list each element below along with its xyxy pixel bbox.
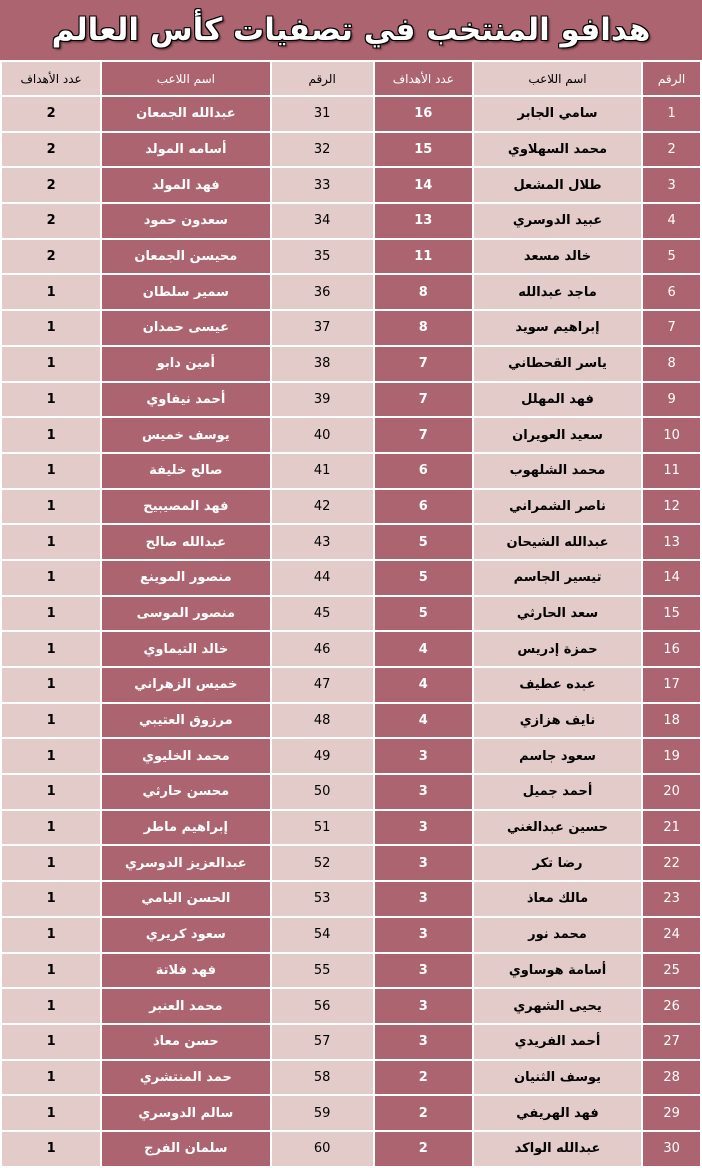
- table-row: [2, 275, 700, 309]
- player-goals: 1: [2, 846, 100, 880]
- player-number: 20: [643, 775, 700, 809]
- scorers-table: [0, 60, 702, 1168]
- player-name: محسن حارثي: [102, 775, 269, 809]
- player-goals: 1: [2, 561, 100, 595]
- player-number: 10: [643, 418, 700, 452]
- player-name: أحمد نيفاوي: [102, 383, 269, 417]
- player-goals: 3: [375, 989, 472, 1023]
- table-row: [2, 632, 700, 666]
- player-name: الحسن اليامي: [102, 882, 269, 916]
- player-number: 8: [643, 347, 700, 381]
- player-number: 36: [272, 275, 373, 309]
- player-name: سلمان الفرج: [102, 1132, 269, 1166]
- player-number: 39: [272, 383, 373, 417]
- player-number: 37: [272, 311, 373, 345]
- player-goals: 11: [375, 240, 472, 274]
- table-row: [2, 240, 700, 274]
- player-number: 44: [272, 561, 373, 595]
- player-name: محمد نور: [474, 918, 641, 952]
- player-goals: 15: [375, 133, 472, 167]
- player-goals: 14: [375, 168, 472, 202]
- table-row: [2, 1025, 700, 1059]
- player-number: 54: [272, 918, 373, 952]
- player-number: 55: [272, 954, 373, 988]
- player-name: محمد الشلهوب: [474, 454, 641, 488]
- player-goals: 1: [2, 597, 100, 631]
- player-number: 50: [272, 775, 373, 809]
- table-row: [2, 668, 700, 702]
- player-number: 33: [272, 168, 373, 202]
- player-goals: 2: [2, 168, 100, 202]
- player-name: يوسف الثنيان: [474, 1061, 641, 1095]
- player-goals: 3: [375, 954, 472, 988]
- player-name: سامي الجابر: [474, 97, 641, 131]
- player-number: 52: [272, 846, 373, 880]
- player-name: سالم الدوسري: [102, 1096, 269, 1130]
- player-name: يحيى الشهري: [474, 989, 641, 1023]
- table-row: [2, 133, 700, 167]
- player-goals: 1: [2, 311, 100, 345]
- player-number: 59: [272, 1096, 373, 1130]
- player-name: أسامة هوساوي: [474, 954, 641, 988]
- player-number: 29: [643, 1096, 700, 1130]
- player-goals: 1: [2, 775, 100, 809]
- player-name: منصور الموينع: [102, 561, 269, 595]
- player-name: سعود كريري: [102, 918, 269, 952]
- player-number: 27: [643, 1025, 700, 1059]
- player-number: 35: [272, 240, 373, 274]
- player-goals: 1: [2, 918, 100, 952]
- player-name: إبراهيم سويد: [474, 311, 641, 345]
- header-row: [2, 62, 700, 95]
- player-goals: 2: [2, 133, 100, 167]
- player-name: محمد الخليوي: [102, 739, 269, 773]
- player-goals: 4: [375, 668, 472, 702]
- player-number: 45: [272, 597, 373, 631]
- title-bar: [0, 0, 702, 62]
- player-name: فهد المهلل: [474, 383, 641, 417]
- player-number: 42: [272, 490, 373, 524]
- player-goals: 5: [375, 597, 472, 631]
- player-number: 34: [272, 204, 373, 238]
- player-goals: 8: [375, 311, 472, 345]
- player-name: عبدالله الواكد: [474, 1132, 641, 1166]
- player-name: إبراهيم ماطر: [102, 811, 269, 845]
- table-row: [2, 418, 700, 452]
- player-name: عيسى حمدان: [102, 311, 269, 345]
- player-goals: 2: [2, 204, 100, 238]
- player-goals: 1: [2, 632, 100, 666]
- player-goals: 2: [375, 1061, 472, 1095]
- player-name: أحمد جميل: [474, 775, 641, 809]
- player-goals: 1: [2, 704, 100, 738]
- table-row: [2, 383, 700, 417]
- player-number: 58: [272, 1061, 373, 1095]
- player-name: محمد السهلاوي: [474, 133, 641, 167]
- player-number: 25: [643, 954, 700, 988]
- table-row: [2, 311, 700, 345]
- player-goals: 1: [2, 1096, 100, 1130]
- player-name: طلال المشعل: [474, 168, 641, 202]
- player-number: 40: [272, 418, 373, 452]
- player-number: 56: [272, 989, 373, 1023]
- player-goals: 1: [2, 811, 100, 845]
- header-goals: عدد الأهداف: [375, 62, 472, 95]
- player-number: 15: [643, 597, 700, 631]
- table-row: [2, 1096, 700, 1130]
- player-name: أحمد الفريدي: [474, 1025, 641, 1059]
- player-name: خالد التيماوي: [102, 632, 269, 666]
- player-name: أمين دابو: [102, 347, 269, 381]
- player-goals: 3: [375, 811, 472, 845]
- player-goals: 1: [2, 739, 100, 773]
- player-goals: 1: [2, 1132, 100, 1166]
- player-number: 26: [643, 989, 700, 1023]
- player-number: 13: [643, 525, 700, 559]
- player-goals: 7: [375, 347, 472, 381]
- player-name: يوسف خميس: [102, 418, 269, 452]
- player-name: خالد مسعد: [474, 240, 641, 274]
- player-number: 18: [643, 704, 700, 738]
- player-name: عبيد الدوسري: [474, 204, 641, 238]
- player-number: 1: [643, 97, 700, 131]
- table-row: [2, 1132, 700, 1166]
- player-name: سعود جاسم: [474, 739, 641, 773]
- player-name: سعدون حمود: [102, 204, 269, 238]
- header-number: الرقم: [272, 62, 373, 95]
- player-goals: 3: [375, 739, 472, 773]
- player-goals: 7: [375, 418, 472, 452]
- table-row: [2, 918, 700, 952]
- player-goals: 1: [2, 383, 100, 417]
- player-name: فهد الهريفي: [474, 1096, 641, 1130]
- player-goals: 1: [2, 882, 100, 916]
- player-name: محمد العنبر: [102, 989, 269, 1023]
- page-title: هدافو المنتخب في تصفيات كأس العالم: [51, 12, 651, 48]
- player-goals: 5: [375, 525, 472, 559]
- player-number: 7: [643, 311, 700, 345]
- player-name: حسن معاذ: [102, 1025, 269, 1059]
- player-goals: 3: [375, 775, 472, 809]
- player-number: 12: [643, 490, 700, 524]
- player-name: سمير سلطان: [102, 275, 269, 309]
- table-row: [2, 204, 700, 238]
- player-name: عبدالله الشيحان: [474, 525, 641, 559]
- player-name: فهد فلاتة: [102, 954, 269, 988]
- player-number: 9: [643, 383, 700, 417]
- player-goals: 2: [2, 240, 100, 274]
- player-number: 53: [272, 882, 373, 916]
- player-number: 41: [272, 454, 373, 488]
- table-row: [2, 597, 700, 631]
- player-number: 22: [643, 846, 700, 880]
- player-goals: 1: [2, 1061, 100, 1095]
- player-number: 24: [643, 918, 700, 952]
- player-name: عبدالله صالح: [102, 525, 269, 559]
- player-number: 60: [272, 1132, 373, 1166]
- player-number: 28: [643, 1061, 700, 1095]
- player-number: 6: [643, 275, 700, 309]
- player-goals: 4: [375, 632, 472, 666]
- header-name: اسم اللاعب: [474, 62, 641, 95]
- table-row: [2, 347, 700, 381]
- player-number: 3: [643, 168, 700, 202]
- player-goals: 3: [375, 846, 472, 880]
- table-row: [2, 775, 700, 809]
- player-goals: 1: [2, 668, 100, 702]
- table-row: [2, 97, 700, 131]
- player-number: 38: [272, 347, 373, 381]
- table-row: [2, 704, 700, 738]
- player-goals: 2: [375, 1096, 472, 1130]
- player-name: فهد المولد: [102, 168, 269, 202]
- player-goals: 3: [375, 1025, 472, 1059]
- player-number: 57: [272, 1025, 373, 1059]
- player-goals: 1: [2, 525, 100, 559]
- player-name: تيسير الجاسم: [474, 561, 641, 595]
- player-name: منصور الموسى: [102, 597, 269, 631]
- player-number: 47: [272, 668, 373, 702]
- player-name: حسين عبدالغني: [474, 811, 641, 845]
- player-goals: 6: [375, 454, 472, 488]
- player-number: 23: [643, 882, 700, 916]
- player-number: 4: [643, 204, 700, 238]
- table-row: [2, 561, 700, 595]
- player-name: نايف هزازي: [474, 704, 641, 738]
- player-goals: 1: [2, 954, 100, 988]
- player-goals: 1: [2, 989, 100, 1023]
- table-row: [2, 954, 700, 988]
- player-number: 2: [643, 133, 700, 167]
- table-row: [2, 846, 700, 880]
- player-number: 5: [643, 240, 700, 274]
- player-number: 43: [272, 525, 373, 559]
- player-name: حمد المنتشري: [102, 1061, 269, 1095]
- table-row: [2, 490, 700, 524]
- player-goals: 1: [2, 275, 100, 309]
- player-number: 16: [643, 632, 700, 666]
- player-name: ماجد عبدالله: [474, 275, 641, 309]
- table-row: [2, 811, 700, 845]
- table-row: [2, 525, 700, 559]
- table-row: [2, 454, 700, 488]
- player-number: 19: [643, 739, 700, 773]
- player-goals: 1: [2, 418, 100, 452]
- player-goals: 4: [375, 704, 472, 738]
- player-goals: 3: [375, 918, 472, 952]
- player-name: ناصر الشمراني: [474, 490, 641, 524]
- player-goals: 1: [2, 1025, 100, 1059]
- player-number: 49: [272, 739, 373, 773]
- player-goals: 13: [375, 204, 472, 238]
- player-goals: 1: [2, 347, 100, 381]
- player-name: حمزة إدريس: [474, 632, 641, 666]
- player-name: رضا تكر: [474, 846, 641, 880]
- player-name: مالك معاذ: [474, 882, 641, 916]
- player-number: 31: [272, 97, 373, 131]
- player-goals: 5: [375, 561, 472, 595]
- player-goals: 7: [375, 383, 472, 417]
- player-name: خميس الزهراني: [102, 668, 269, 702]
- header-number: الرقم: [643, 62, 700, 95]
- player-name: محيسن الجمعان: [102, 240, 269, 274]
- player-goals: 1: [2, 454, 100, 488]
- player-name: سعيد العويران: [474, 418, 641, 452]
- header-goals: عدد الأهداف: [2, 62, 100, 95]
- player-goals: 1: [2, 490, 100, 524]
- player-goals: 2: [375, 1132, 472, 1166]
- player-goals: 16: [375, 97, 472, 131]
- player-number: 17: [643, 668, 700, 702]
- table-row: [2, 739, 700, 773]
- player-number: 32: [272, 133, 373, 167]
- player-goals: 3: [375, 882, 472, 916]
- table-row: [2, 989, 700, 1023]
- player-goals: 8: [375, 275, 472, 309]
- player-number: 51: [272, 811, 373, 845]
- player-name: عبدالله الجمعان: [102, 97, 269, 131]
- table-row: [2, 1061, 700, 1095]
- player-number: 14: [643, 561, 700, 595]
- player-name: صالح خليفة: [102, 454, 269, 488]
- player-name: سعد الحارثي: [474, 597, 641, 631]
- player-name: أسامه المولد: [102, 133, 269, 167]
- header-name: اسم اللاعب: [102, 62, 269, 95]
- player-number: 11: [643, 454, 700, 488]
- player-name: فهد المصيبيح: [102, 490, 269, 524]
- table-row: [2, 882, 700, 916]
- table-row: [2, 168, 700, 202]
- player-number: 30: [643, 1132, 700, 1166]
- player-number: 46: [272, 632, 373, 666]
- player-number: 48: [272, 704, 373, 738]
- player-name: عبده عطيف: [474, 668, 641, 702]
- player-number: 21: [643, 811, 700, 845]
- player-goals: 2: [2, 97, 100, 131]
- player-name: مرزوق العتيبي: [102, 704, 269, 738]
- player-name: ياسر القحطاني: [474, 347, 641, 381]
- player-goals: 6: [375, 490, 472, 524]
- player-name: عبدالعزيز الدوسري: [102, 846, 269, 880]
